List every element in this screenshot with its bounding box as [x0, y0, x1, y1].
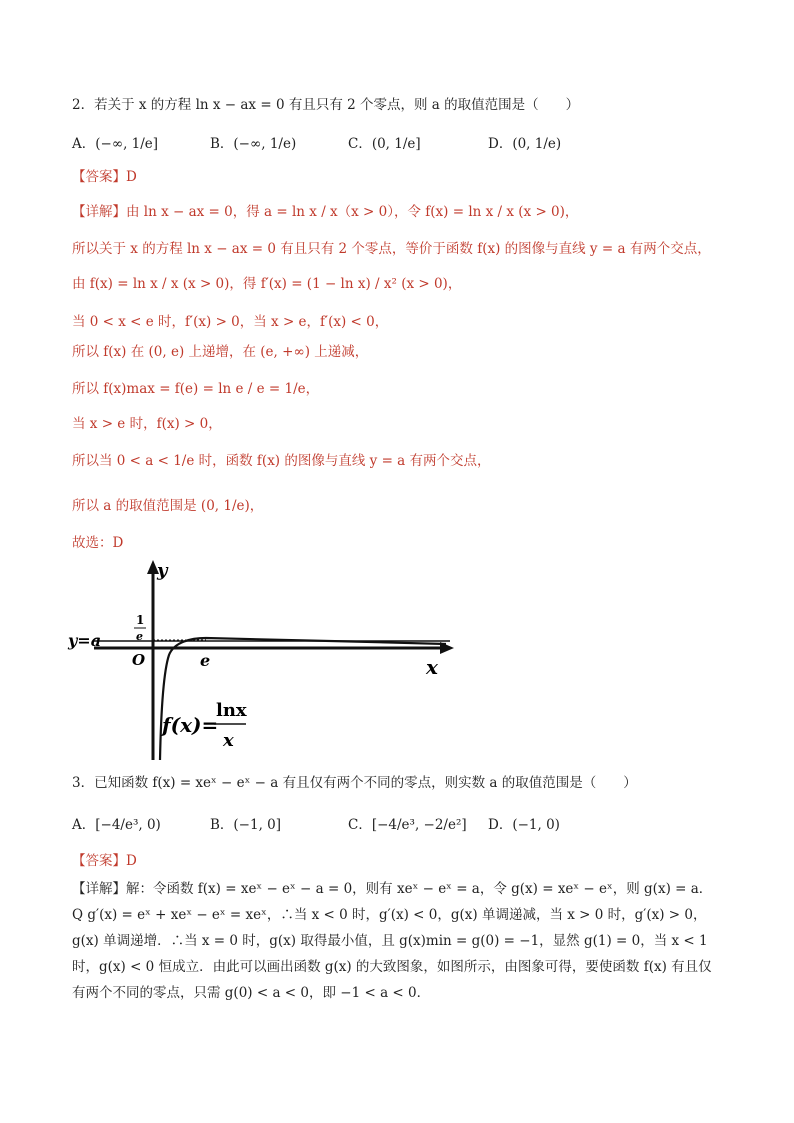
- one-over-e-denominator: e: [136, 630, 143, 643]
- q2-detail-line-9: 所以 a 的取值范围是 (0, 1/e)，: [72, 498, 264, 514]
- q3-option-a: A．[−4/e³, 0): [72, 817, 161, 833]
- q2-answer: 【答案】D: [72, 169, 137, 185]
- q2-detail-line-5: 所以 f(x) 在 (0, e) 上递增，在 (e, +∞) 上递减，: [72, 344, 369, 360]
- q2-detail-line-4: 当 0 < x < e 时，f′(x) > 0，当 x > e，f′(x) < 0，: [72, 314, 389, 330]
- q2-detail-line-3: 由 f(x) = ln x / x (x > 0)，得 f′(x) = (1 − ln x) / x² (x > 0)，: [72, 276, 462, 292]
- q3-option-d: D．(−1, 0): [488, 817, 560, 833]
- e-tick-label: e: [200, 651, 211, 670]
- one-over-e-numerator: 1: [136, 613, 145, 627]
- q2-option-a: A．(−∞, 1/e]: [72, 136, 159, 152]
- q2-detail-line-2: 所以关于 x 的方程 ln x − ax = 0 有且只有 2 个零点，等价于函数 f(x) 的图像与直线 y = a 有两个交点，: [72, 241, 711, 257]
- q2-option-c: C．(0, 1/e]: [348, 136, 421, 152]
- q3-detail: 【详解】解：令函数 f(x) = xeˣ − eˣ − a = 0，则有 xeˣ − eˣ = a，令 g(x) = xeˣ − eˣ，则 g(x) = a．Q g′(x) = eˣ + xeˣ − eˣ = xeˣ，∴当 x < 0 时，g′(x) < 0，g(x) 单调递减，当 x > 0 时，g′(x) > 0，g(x) 单调递增．∴当 x = 0 时，g(x) 取得最小值，且 g(x)min = g(0) = −1，显然 g(1) = 0，当 x < 1 时，g(x) < 0 恒成立．由此可以画出函数 g(x) 的大致图象，如图所示，由图象可得，要使函数 f(x) 有且仅有两个不同的零点，只需 g(0) < a < 0，即 −1 < a < 0．: [72, 881, 713, 1001]
- q2-detail-line-1: 【详解】由 ln x − ax = 0，得 a = ln x / x（x > 0），令 f(x) = ln x / x (x > 0)，: [72, 204, 579, 220]
- q2-option-d: D．(0, 1/e): [488, 136, 562, 152]
- q2-detail-line-6: 所以 f(x)max = f(e) = ln e / e = 1/e，: [72, 381, 320, 397]
- origin-label: O: [132, 651, 146, 669]
- q2-detail-line-7: 当 x > e 时，f(x) > 0，: [72, 416, 222, 432]
- q2-detail-line-10: 故选：D: [72, 535, 124, 551]
- x-axis-label: x: [426, 655, 438, 679]
- q3-option-b: B．(−1, 0]: [210, 817, 282, 833]
- q2-option-b: B．(−∞, 1/e): [210, 136, 297, 152]
- q2-detail-line-8: 所以当 0 < a < 1/e 时，函数 f(x) 的图像与直线 y = a 有两个交点，: [72, 453, 491, 469]
- function-label: f(x)=: [162, 713, 219, 737]
- function-denominator: x: [223, 730, 234, 751]
- q3-answer: 【答案】D: [72, 853, 137, 869]
- y-axis-label: y: [157, 560, 168, 581]
- function-numerator: lnx: [216, 700, 247, 721]
- q3-stem: 3．已知函数 f(x) = xeˣ − eˣ − a 有且仅有两个不同的零点，则实数 a 的取值范围是（ ）: [72, 775, 637, 791]
- q3-option-c: C．[−4/e³, −2/e²]: [348, 817, 467, 833]
- y-equals-a-label: y=a: [68, 631, 102, 650]
- function-graph: [66, 560, 466, 765]
- q2-stem: 2．若关于 x 的方程 ln x − ax = 0 有且只有 2 个零点，则 a 的取值范围是（ ）: [72, 97, 580, 113]
